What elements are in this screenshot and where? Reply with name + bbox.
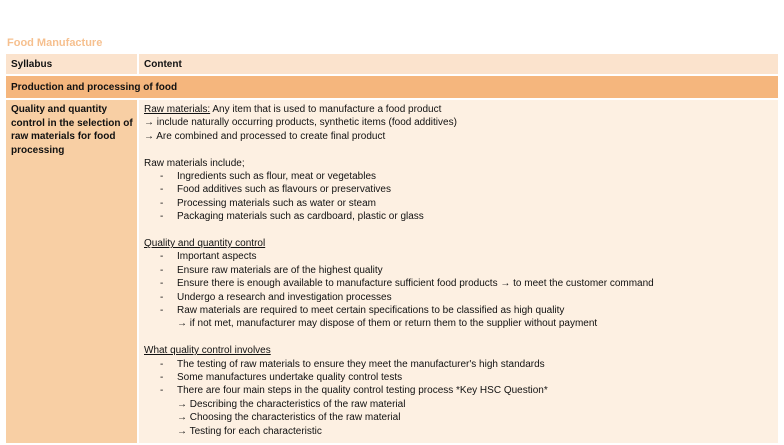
bullet-dash: - <box>160 264 164 276</box>
section-row <box>6 76 778 98</box>
content-column-header: Content <box>139 54 778 74</box>
list-item: - Some manufactures undertake quality control tests <box>160 372 403 384</box>
bullet-dash: - <box>160 372 164 384</box>
raw-materials-definition <box>144 103 778 116</box>
list-item: - Undergo a research and investigation processes <box>160 291 392 303</box>
qc-heading: What quality control involves <box>144 345 271 357</box>
list-item: - The testing of raw materials to ensure they meet the manufacturer's high standards <box>160 358 545 370</box>
list-item: - Ensure raw materials are of the highest quality <box>160 264 383 276</box>
syllabus-column-header: Syllabus <box>6 54 139 74</box>
raw-materials-line: → include naturally occurring products, synthetic items (food additives) <box>144 117 457 129</box>
raw-materials-line: → Are combined and processed to create final product <box>144 130 386 142</box>
bullet-dash: - <box>160 251 164 263</box>
bullet-dash: - <box>160 291 164 303</box>
bullet-dash: - <box>160 211 164 223</box>
list-sub-item: → Describing the characteristics of the raw material <box>177 398 406 410</box>
bullet-dash: - <box>160 305 164 317</box>
bullet-dash: - <box>160 184 164 196</box>
list-item: - Ensure there is enough available to manufacture sufficient food products → to meet the customer command <box>160 278 654 290</box>
raw-materials-heading: Raw materials: <box>144 104 211 115</box>
bullet-dash: - <box>160 385 164 397</box>
include-heading: Raw materials include; <box>144 157 245 169</box>
raw-materials-definition-text: Any item that is used to manufacture a food product <box>210 104 442 115</box>
bullet-dash: - <box>160 197 164 209</box>
qqc-heading: Quality and quantity control <box>144 238 266 250</box>
page-title: Food Manufacture <box>7 37 103 49</box>
bullet-dash: - <box>160 278 164 290</box>
list-sub-item: → Testing for each characteristic <box>177 425 322 437</box>
syllabus-cell: Quality and quantity control in the selection of raw materials for food processing <box>6 100 139 443</box>
list-item: - There are four main steps in the quality control testing process *Key HSC Question* <box>160 385 548 397</box>
bullet-dash: - <box>160 171 164 183</box>
list-sub-item: → Choosing the characteristics of the raw material <box>177 412 401 424</box>
section-title: Production and processing of food <box>6 76 778 98</box>
table-header-row <box>6 54 778 74</box>
list-item: - Ingredients such as flour, meat or vegetables <box>160 171 377 183</box>
list-sub-item: → if not met, manufacturer may dispose of them or return them to the supplier without payment <box>177 318 598 330</box>
list-item: - Packaging materials such as cardboard, plastic or glass <box>160 211 424 223</box>
table-row <box>6 100 778 443</box>
list-item: - Important aspects <box>160 251 257 263</box>
bullet-dash: - <box>160 358 164 370</box>
content-cell <box>139 100 778 443</box>
list-item: - Raw materials are required to meet certain specifications to be classified as high quality <box>160 305 565 317</box>
syllabus-table <box>6 52 778 445</box>
list-item: - Processing materials such as water or steam <box>160 197 376 209</box>
list-item: - Food additives such as flavours or preservatives <box>160 184 391 196</box>
